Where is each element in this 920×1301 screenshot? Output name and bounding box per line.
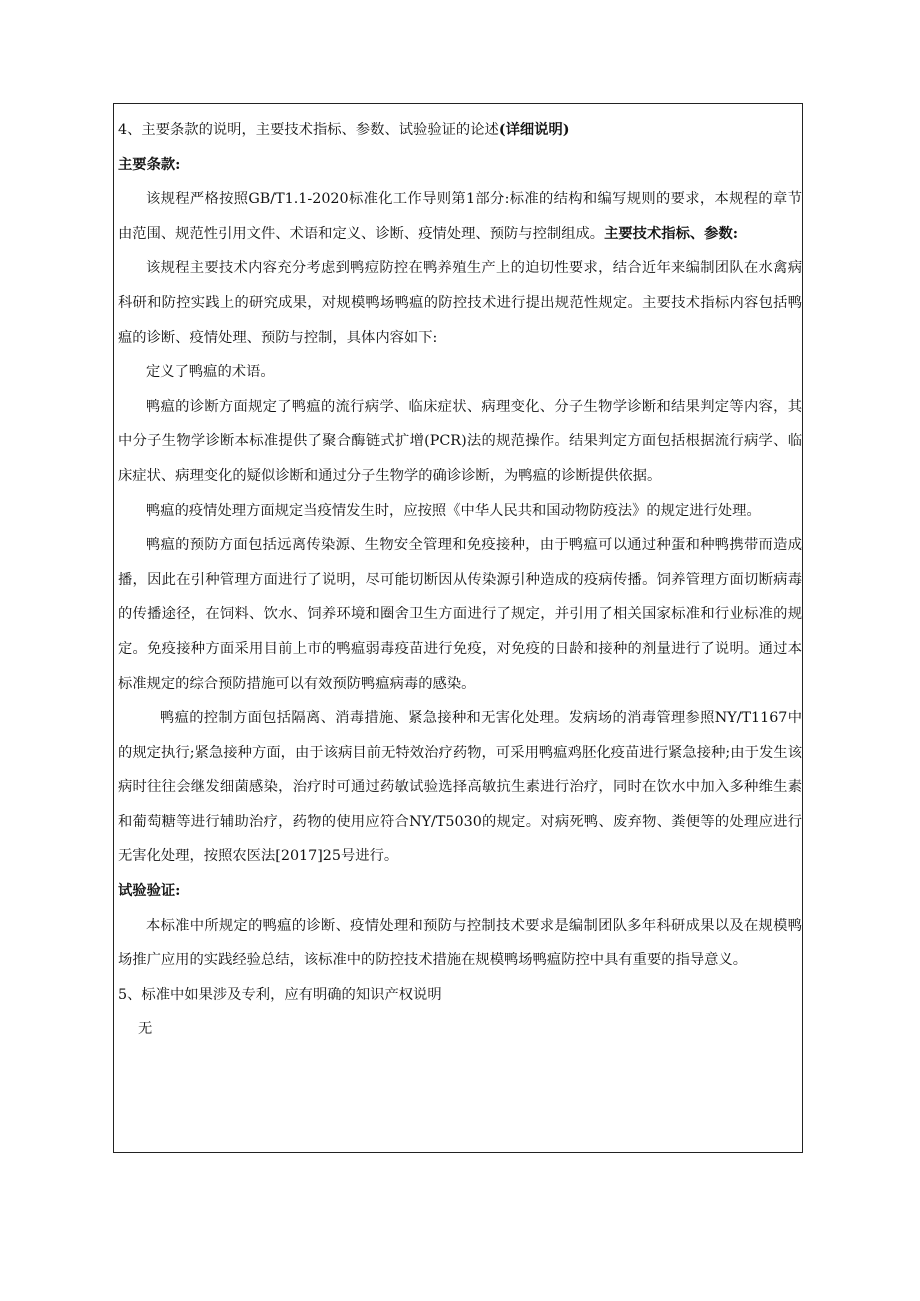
paragraph-5: 鸭瘟的疫情处理方面规定当疫情发生时，应按照《中华人民共和国动物防疫法》的规定进行处理。: [146, 502, 761, 519]
document-content: [118, 113, 802, 1047]
main-clauses-label: 主要条款:: [118, 156, 181, 173]
paragraph-1-text: 该规程严格按照GB/T1.1-2020标准化工作导则第1部分:标准的结构和编写规则的要求，本规程的章节由范围、规范性引用文件、术语和定义、诊断、疫情处理、预防与控制组成。: [118, 191, 802, 242]
paragraph-4: 鸭瘟的诊断方面规定了鸭瘟的流行病学、临床症状、病理变化、分子生物学诊断和结果判定等内容，其中分子生物学诊断本标准提供了聚合酶链式扩增(PCR)法的规范操作。结果判定方面包括根据流行病学、临床症状、病理变化的疑似诊断和通过分子生物学的确诊诊断，为鸭瘟的诊断提供依据。: [118, 398, 802, 484]
paragraph-2: 该规程主要技术内容充分考虑到鸭痘防控在鸭养殖生产上的迫切性要求，结合近年来编制团队在水禽病科研和防控实践上的研究成果，对规模鸭场鸭瘟的防控技术进行提出规范性规定。主要技术指标内容包括鸭瘟的诊断、疫情处理、预防与控制，具体内容如下:: [118, 260, 802, 346]
paragraph-1: [118, 182, 802, 251]
section4-heading-note: (详细说明): [498, 122, 570, 138]
paragraph-3: 定义了鸭瘟的术语。: [146, 364, 275, 381]
section5-heading: 5、标准中如果涉及专利，应有明确的知识产权说明: [118, 986, 442, 1003]
paragraph-7: 鸭瘟的控制方面包括隔离、消毒措施、紧急接种和无害化处理。发病场的消毒管理参照NY/T1167中的规定执行;紧急接种方面，由于该病目前无特效治疗药物，可采用鸭瘟鸡胚化疫苗进行紧急接种;由于发生该病时往往会继发细菌感染，治疗时可通过药敏试验选择高敏抗生素进行治疗，同时在饮水中加入多种维生素和葡萄糖等进行辅助治疗，药物的使用应符合NY/T5030的规定。对病死鸭、废弃物、粪便等的处理应进行无害化处理，按照农医法[2017]25号进行。: [118, 710, 802, 865]
paragraph-8: 本标准中所规定的鸭瘟的诊断、疫情处理和预防与控制技术要求是编制团队多年科研成果以及在规模鸭场推广应用的实践经验总结，该标准中的防控技术措施在规模鸭场鸭瘟防控中具有重要的指导意义。: [118, 917, 802, 969]
verification-label: 试验验证:: [118, 883, 181, 900]
section4-heading-text: 4、主要条款的说明，主要技术指标、参数、试验验证的论述: [118, 122, 499, 138]
section4-heading: [118, 113, 802, 148]
paragraph-6: 鸭瘟的预防方面包括远离传染源、生物安全管理和免疫接种，由于鸭瘟可以通过种蛋和种鸭携带而造成播，因此在引种管理方面进行了说明，尽可能切断因从传染源引种造成的疫病传播。饲养管理方面切断病毒的传播途径，在饲料、饮水、饲养环境和圈舍卫生方面进行了规定，并引用了相关国家标准和行业标准的规定。免疫接种方面采用目前上市的鸭瘟弱毒疫苗进行免疫，对免疫的日龄和接种的剂量进行了说明。通过本标准规定的综合预防措施可以有效预防鸭瘟病毒的感染。: [118, 537, 802, 692]
section5-answer: 无: [138, 1021, 153, 1038]
tech-indicators-label: 主要技术指标、参数:: [604, 225, 739, 242]
